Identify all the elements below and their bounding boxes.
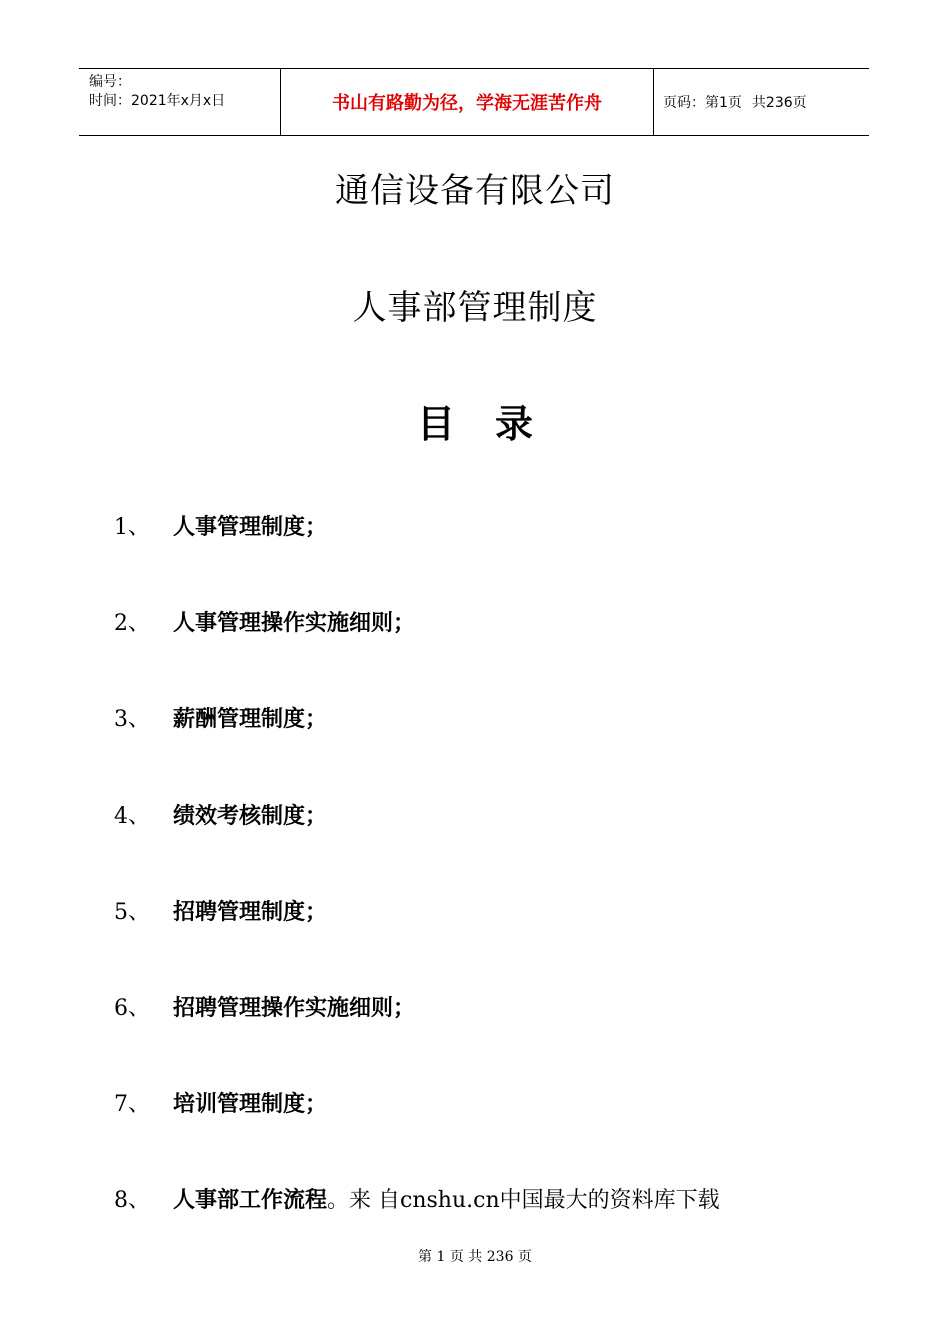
toc-heading xyxy=(0,393,950,448)
toc-item-number: 5、 xyxy=(114,900,150,925)
toc-item-title: 薪酬管理制度； xyxy=(173,706,328,732)
header-page-current: 页码：第1页 xyxy=(663,95,742,111)
header-page-total: 共236页 xyxy=(751,95,807,111)
toc-item xyxy=(114,606,415,646)
toc-heading-char-2: 录 xyxy=(495,401,534,446)
header-motto: 书山有路勤为径，学海无涯苦作舟 xyxy=(280,69,654,135)
toc-item xyxy=(114,799,327,839)
doc-number-label: 编号： xyxy=(89,74,131,90)
toc-item xyxy=(114,702,327,742)
toc-item-title: 招聘管理制度； xyxy=(173,899,328,925)
toc-item-note: 。来 自cnshu.cn中国最大的资料库下载 xyxy=(327,1188,720,1213)
page-header xyxy=(79,68,869,136)
toc-item-number: 8、 xyxy=(114,1188,150,1213)
toc-item-title: 绩效考核制度； xyxy=(173,803,328,829)
toc-item xyxy=(114,1087,327,1127)
toc-item-number: 3、 xyxy=(114,707,150,732)
toc-item-title: 培训管理制度； xyxy=(173,1091,328,1117)
toc-item-title: 人事部工作流程 xyxy=(173,1187,328,1213)
toc-item xyxy=(114,895,327,935)
page-footer: 第 1 页 共 236 页 xyxy=(418,1249,532,1265)
company-name: 通信设备有限公司 xyxy=(335,171,615,211)
toc-item-number: 6、 xyxy=(114,996,150,1021)
toc-item-number: 1、 xyxy=(114,515,150,540)
doc-date-label: 时间：2021年x月x日 xyxy=(89,93,226,109)
toc-item xyxy=(114,510,327,550)
toc-item-title: 人事管理操作实施细则； xyxy=(173,610,416,636)
toc-item xyxy=(114,1183,720,1223)
toc-item-number: 4、 xyxy=(114,804,150,829)
toc-item-number: 7、 xyxy=(114,1092,150,1117)
toc-heading-char-1: 目 xyxy=(416,401,455,446)
document-title: 人事部管理制度 xyxy=(352,288,598,328)
header-meta xyxy=(79,69,280,135)
toc-item xyxy=(114,991,415,1031)
toc-item-title: 招聘管理操作实施细则； xyxy=(173,995,416,1021)
toc-item-title: 人事管理制度； xyxy=(173,514,328,540)
header-page-info xyxy=(654,69,869,135)
toc-item-number: 2、 xyxy=(114,611,150,636)
